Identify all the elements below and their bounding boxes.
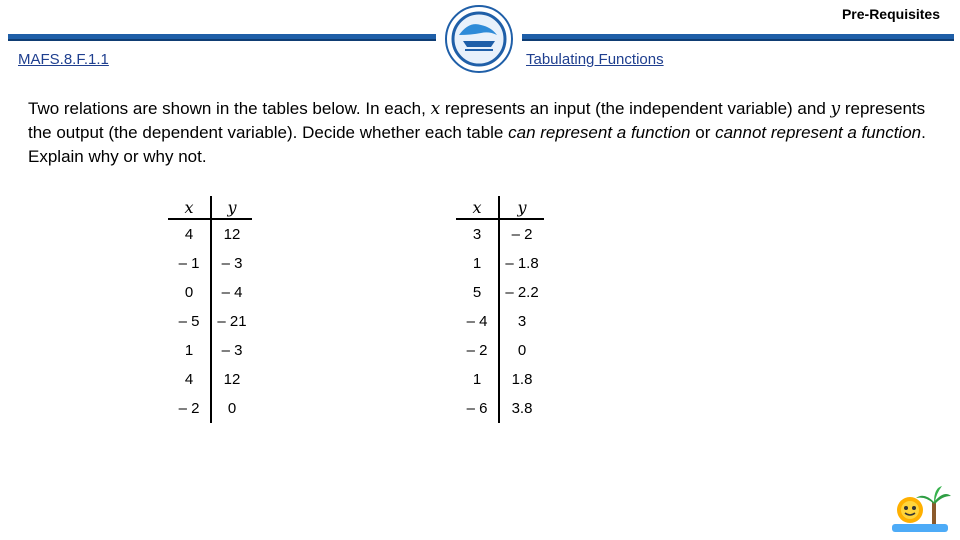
cell-y: 12 [223,371,241,388]
cell-x: 5 [456,278,499,307]
cell-y: – 2 [511,226,533,243]
table-row [168,365,252,394]
table-row [168,307,252,336]
table-row [168,219,252,249]
cell-x: – 1 [168,249,211,278]
cell-y: 3.8 [511,400,533,417]
table-row [168,278,252,307]
cell-y: – 21 [217,313,247,330]
topic-link[interactable]: Tabulating Functions [526,51,664,68]
header-bar-right [522,34,954,41]
table-row [168,249,252,278]
cell-y: 0 [227,400,237,417]
cell-y: – 3 [221,342,243,359]
school-district-seal-icon [445,5,513,73]
cell-y: – 1.8 [505,255,539,272]
table-row [456,336,544,365]
column-header-y: y [499,196,544,219]
header-bar-left [8,34,436,41]
cell-x: – 6 [456,394,499,423]
cell-x: 1 [168,336,211,365]
variable-y: y [830,99,841,119]
table-row [456,394,544,423]
table-row [168,336,252,365]
prompt-text-3: represents the output (the dependent variable). Decide whether each table [28,99,926,142]
cell-x: 4 [168,219,211,249]
column-header-x: x [456,196,499,219]
prompt-text-1: Two relations are shown in the tables below. In each, [28,99,431,118]
standard-link[interactable]: MAFS.8.F.1.1 [18,51,109,68]
cell-x: 1 [456,249,499,278]
table-left [168,196,252,423]
prompt-emphasis-2: cannot represent a function [715,123,922,142]
cell-x: – 2 [168,394,211,423]
cell-x: – 2 [456,336,499,365]
prompt-emphasis-1: can represent a function [508,123,691,142]
table-row [456,219,544,249]
cell-y: 12 [223,226,241,243]
cell-x: – 4 [456,307,499,336]
cell-x: 3 [456,219,499,249]
table-row [456,307,544,336]
sun-mascot-palm-tree-icon [888,484,952,534]
variable-x: x [430,99,441,119]
column-header-y: y [211,196,252,219]
section-title: Pre-Requisites [841,6,940,22]
cell-x: – 5 [168,307,211,336]
cell-y: – 3 [221,255,243,272]
table-row [168,394,252,423]
cell-y: 1.8 [511,371,533,388]
table-row [456,249,544,278]
cell-y: – 4 [221,284,243,301]
cell-y: 0 [517,342,527,359]
prompt-text-2: represents an input (the independent variable) and [440,99,831,118]
cell-y: – 2.2 [505,284,539,301]
cell-x: 0 [168,278,211,307]
prompt-text-5: . Explain why or why not. [28,123,926,166]
instructions-text [28,97,938,169]
cell-x: 4 [168,365,211,394]
prompt-text-4: or [690,123,716,142]
cell-x: 1 [456,365,499,394]
column-header-x: x [168,196,211,219]
cell-y: 3 [517,313,527,330]
table-row [456,365,544,394]
table-row [456,278,544,307]
table-right [456,196,544,423]
